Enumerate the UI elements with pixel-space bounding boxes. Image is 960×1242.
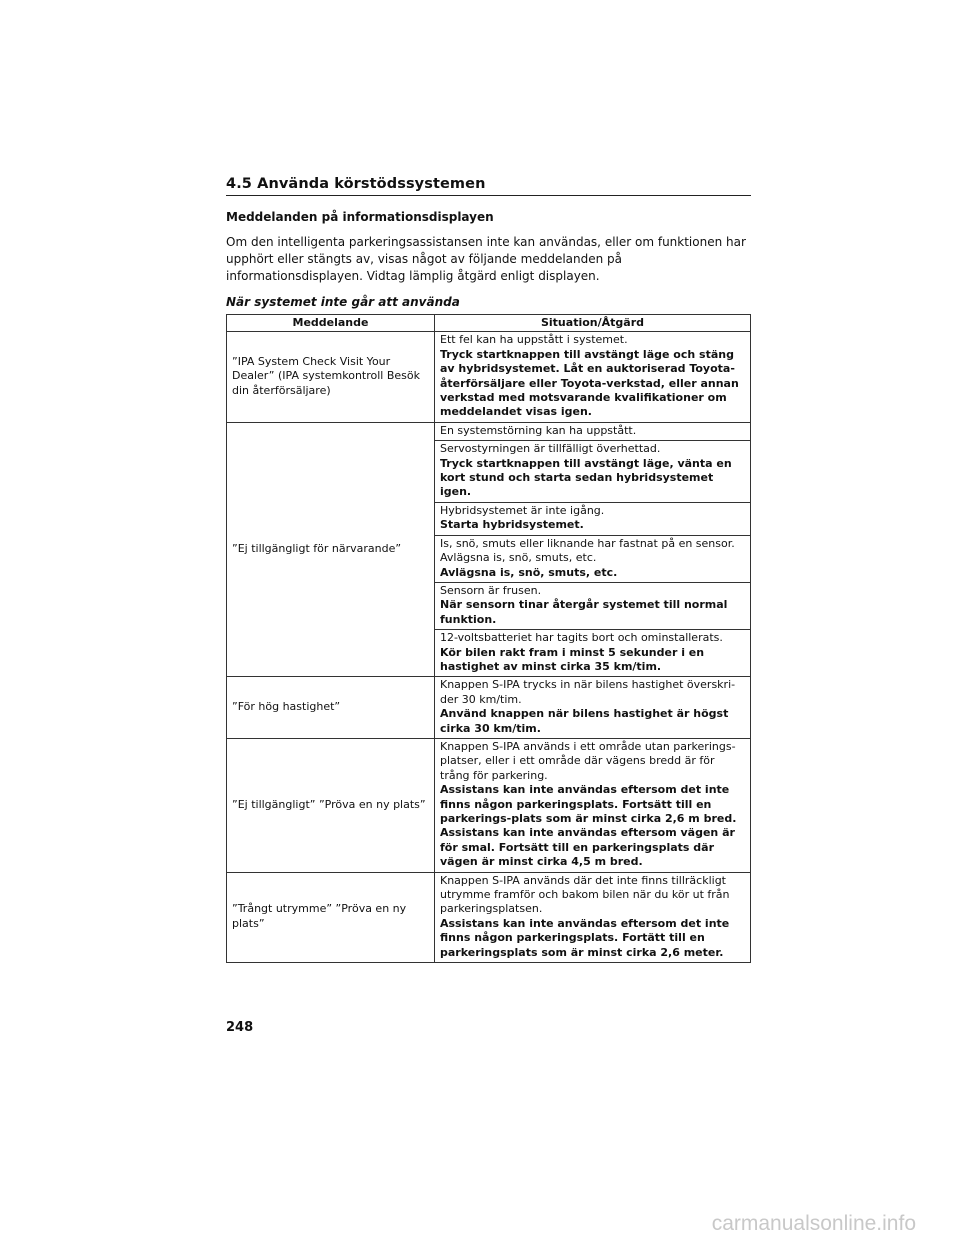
situation-text: Knappen S-IPA används där det inte finns tillräckligt utrymme framför och bakom bilen när du kör ut från parkeringsplatsen. [440, 873, 730, 916]
situation-text: Knappen S-IPA trycks in när bilens hastighet överskri-der 30 km/tim. [440, 678, 736, 706]
situation-text: Sensorn är frusen. [440, 583, 542, 597]
situation-text: Hybridsystemet är inte igång. [440, 503, 605, 517]
situation-block [435, 873, 750, 962]
table-header-row [227, 315, 751, 332]
action-text: Assistans kan inte användas eftersom det inte finns någon parkeringsplats. Fortätt till en parkeringsplats som är minst cirka 2,6 meter. [440, 916, 730, 959]
situation-cell [435, 738, 751, 872]
message-cell: ”Ej tillgängligt” ”Pröva en ny plats” [227, 738, 435, 872]
situation-block [435, 502, 750, 535]
situation-text: Knappen S-IPA används i ett område utan parkerings-platser, eller i ett område där vägens bredd är för trång för parkering. [440, 739, 736, 782]
situation-text: 12-voltsbatteriet har tagits bort och ominstallerats. [440, 631, 723, 645]
situation-cell [435, 332, 751, 422]
situation-block [435, 535, 750, 582]
situation-block [435, 739, 750, 872]
situation-block [435, 629, 750, 676]
action-text: Starta hybridsystemet. [440, 518, 584, 532]
action-text: Assistans kan inte användas eftersom det inte finns någon parkeringsplats. Fortsätt till en parkerings-plats som är minst cirka 2,6 m bred. Assistans kan inte användas eftersom vägen är för smal. Fortsätt till en parkeringsplats där vägen är minst cirka 4,5 m bred. [440, 783, 737, 869]
intro-paragraph: Om den intelligenta parkeringsassistansen inte kan användas, eller om funktionen har upphört eller stängts av, visas något av följande meddelanden på informationsdisplayen. Vidtag lämplig åtgärd enligt displayen. [226, 235, 746, 283]
situation-block [435, 423, 750, 440]
situation-cell [435, 422, 751, 677]
situation-text: Servostyrningen är tillfälligt överhettad. [440, 442, 661, 456]
message-cell: ”För hög hastighet” [227, 677, 435, 739]
action-text: Tryck startknappen till avstängt läge och stäng av hybridsystemet. Låt en auktoriserad Toyota-återförsäljare eller Toyota-verkstad, eller annan verkstad med motsvarande kvalifikationer om meddelandet visas igen. [440, 347, 739, 419]
situation-block [435, 582, 750, 629]
messages-table [226, 314, 751, 963]
table-row [227, 332, 751, 422]
header-situation: Situation/Åtgärd [435, 315, 751, 332]
situation-block [435, 332, 750, 421]
page-number: 248 [226, 1020, 254, 1035]
message-cell: ”IPA System Check Visit Your Dealer” (IPA systemkontroll Besök din återförsäljare) [227, 332, 435, 422]
situation-cell [435, 677, 751, 739]
table-row [227, 677, 751, 739]
subheading: Meddelanden på informationsdisplayen [226, 210, 494, 224]
manual-page [226, 176, 751, 963]
message-cell: ”Ej tillgängligt för närvarande” [227, 422, 435, 677]
table-caption: När systemet inte går att använda [226, 295, 460, 309]
header-message: Meddelande [227, 315, 435, 332]
table-row [227, 738, 751, 872]
message-cell: ”Trångt utrymme” ”Pröva en ny plats” [227, 872, 435, 962]
action-text: Kör bilen rakt fram i minst 5 sekunder i en hastighet av minst cirka 35 km/tim. [440, 645, 705, 673]
situation-text: En systemstörning kan ha uppstått. [440, 423, 637, 437]
section-title: 4.5 Använda körstödssystemen [226, 176, 751, 196]
action-text: Använd knappen när bilens hastighet är högst cirka 30 km/tim. [440, 707, 729, 735]
watermark: carmanualsonline.info [711, 1212, 916, 1235]
table-row [227, 422, 751, 677]
action-text: När sensorn tinar återgår systemet till normal funktion. [440, 598, 728, 626]
situation-block [435, 677, 750, 738]
table-body [227, 332, 751, 963]
situation-text: Ett fel kan ha uppstått i systemet. [440, 333, 628, 347]
situation-cell [435, 872, 751, 962]
action-text: Avlägsna is, snö, smuts, etc. [440, 565, 618, 579]
table-row [227, 872, 751, 962]
situation-text: Is, snö, smuts eller liknande har fastnat på en sensor. Avlägsna is, snö, smuts, etc. [440, 536, 735, 565]
situation-block [435, 440, 750, 502]
action-text: Tryck startknappen till avstängt läge, vänta en kort stund och starta sedan hybridsystemet igen. [440, 456, 732, 499]
